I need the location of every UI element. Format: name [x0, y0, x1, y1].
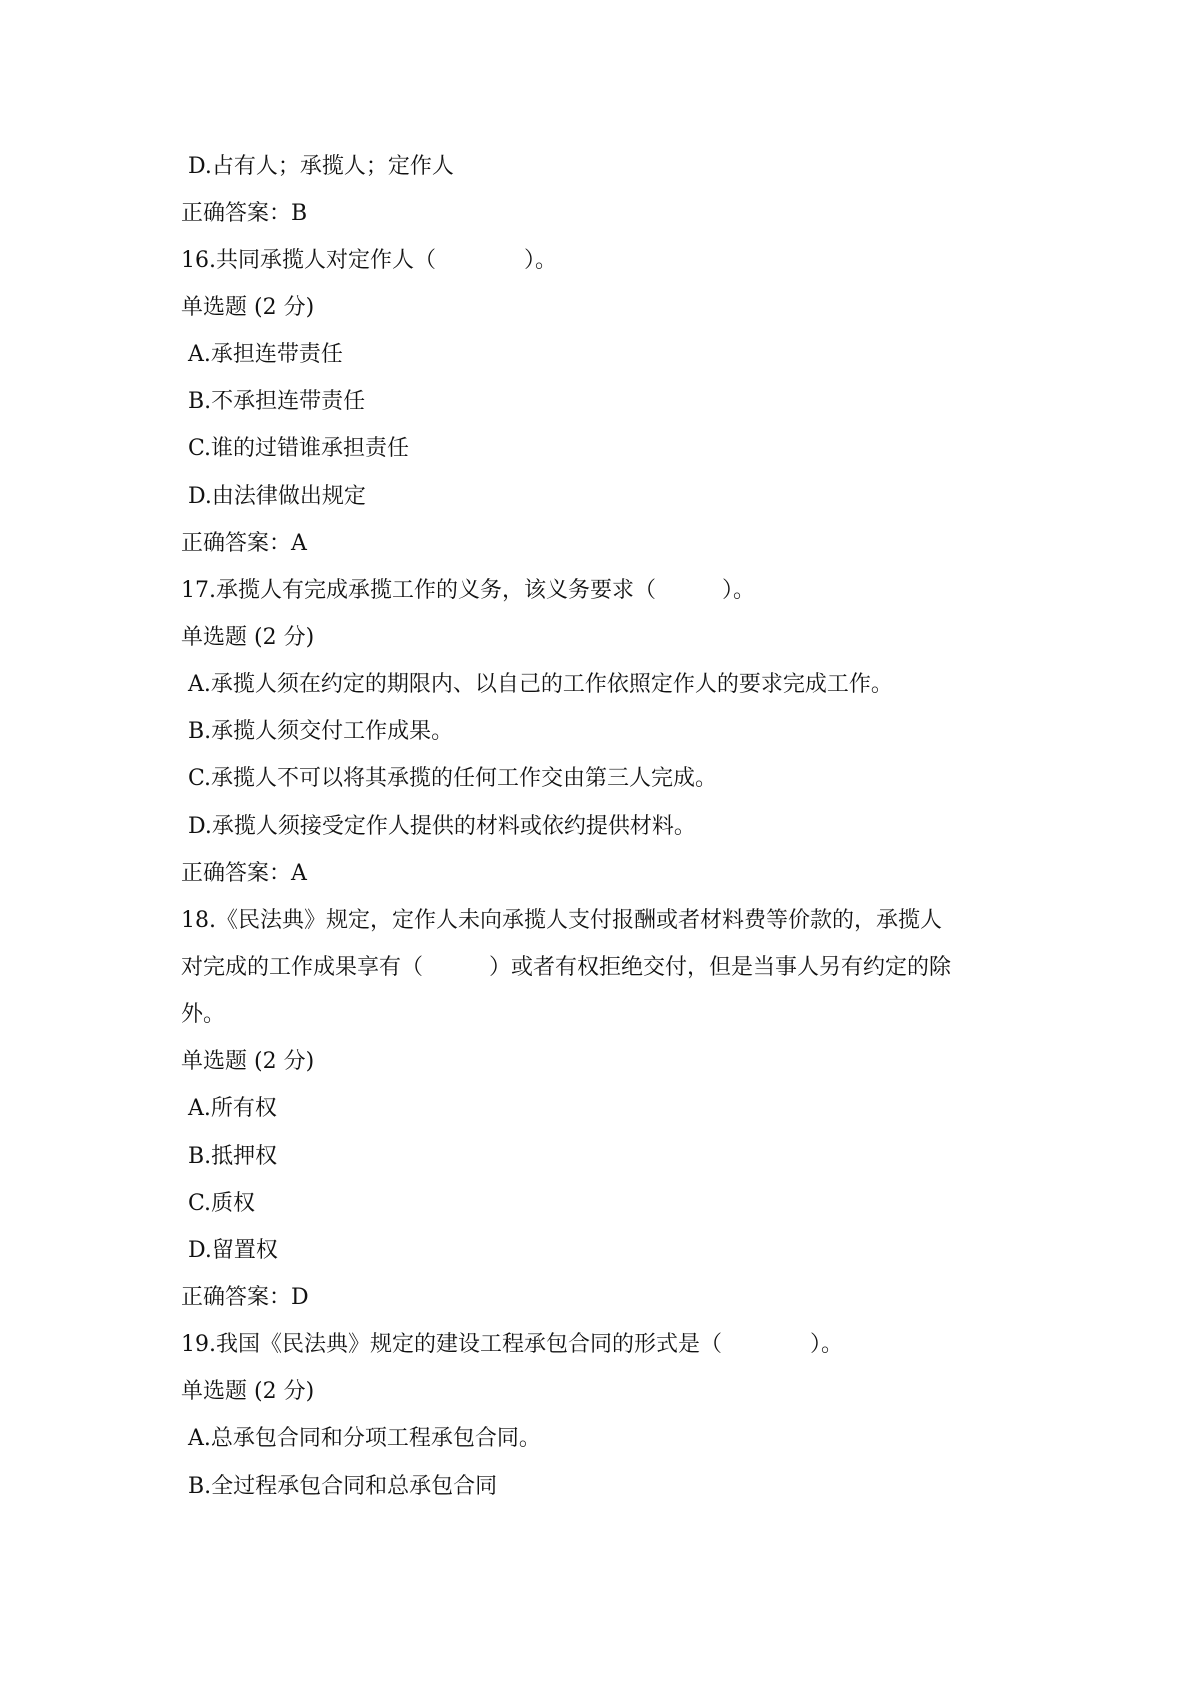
- option-a: A.所有权: [188, 1096, 277, 1121]
- question-19: 19.我国《民法典》规定的建设工程承包合同的形式是（ ）。: [181, 1332, 843, 1357]
- question-16: 16.共同承揽人对定作人（ ）。: [181, 248, 557, 273]
- option-d: D.承揽人须接受定作人提供的材料或依约提供材料。: [188, 814, 696, 839]
- option-d: D.留置权: [188, 1238, 278, 1263]
- question-type: 单选题 (2 分): [181, 295, 315, 320]
- option-c: C.质权: [188, 1191, 256, 1216]
- option-b: B.抵押权: [188, 1144, 278, 1169]
- question-18-line-3: 外。: [181, 1002, 226, 1027]
- question-type: 单选题 (2 分): [181, 625, 315, 650]
- option-a: A.承揽人须在约定的期限内、以自己的工作依照定作人的要求完成工作。: [188, 672, 893, 697]
- option-a: A.总承包合同和分项工程承包合同。: [188, 1426, 541, 1451]
- answer-line: 正确答案：B: [181, 201, 308, 226]
- question-17: 17.承揽人有完成承揽工作的义务，该义务要求（ ）。: [181, 578, 755, 603]
- question-type: 单选题 (2 分): [181, 1379, 315, 1404]
- option-b: B.承揽人须交付工作成果。: [188, 719, 454, 744]
- option-c: C.谁的过错谁承担责任: [188, 436, 410, 461]
- question-18-line-2: 对完成的工作成果享有（ ）或者有权拒绝交付，但是当事人另有约定的除: [181, 955, 952, 980]
- answer-line: 正确答案：D: [181, 1285, 309, 1310]
- option-b: B.不承担连带责任: [188, 389, 366, 414]
- option-a: A.承担连带责任: [188, 342, 343, 367]
- option-d: D.占有人；承揽人；定作人: [188, 154, 454, 179]
- option-b: B.全过程承包合同和总承包合同: [188, 1474, 498, 1499]
- option-d: D.由法律做出规定: [188, 484, 366, 509]
- option-c: C.承揽人不可以将其承揽的任何工作交由第三人完成。: [188, 766, 718, 791]
- question-18-line-1: 18.《民法典》规定，定作人未向承揽人支付报酬或者材料费等价款的，承揽人: [181, 908, 942, 933]
- question-type: 单选题 (2 分): [181, 1049, 315, 1074]
- answer-line: 正确答案：A: [181, 861, 307, 886]
- answer-line: 正确答案：A: [181, 531, 307, 556]
